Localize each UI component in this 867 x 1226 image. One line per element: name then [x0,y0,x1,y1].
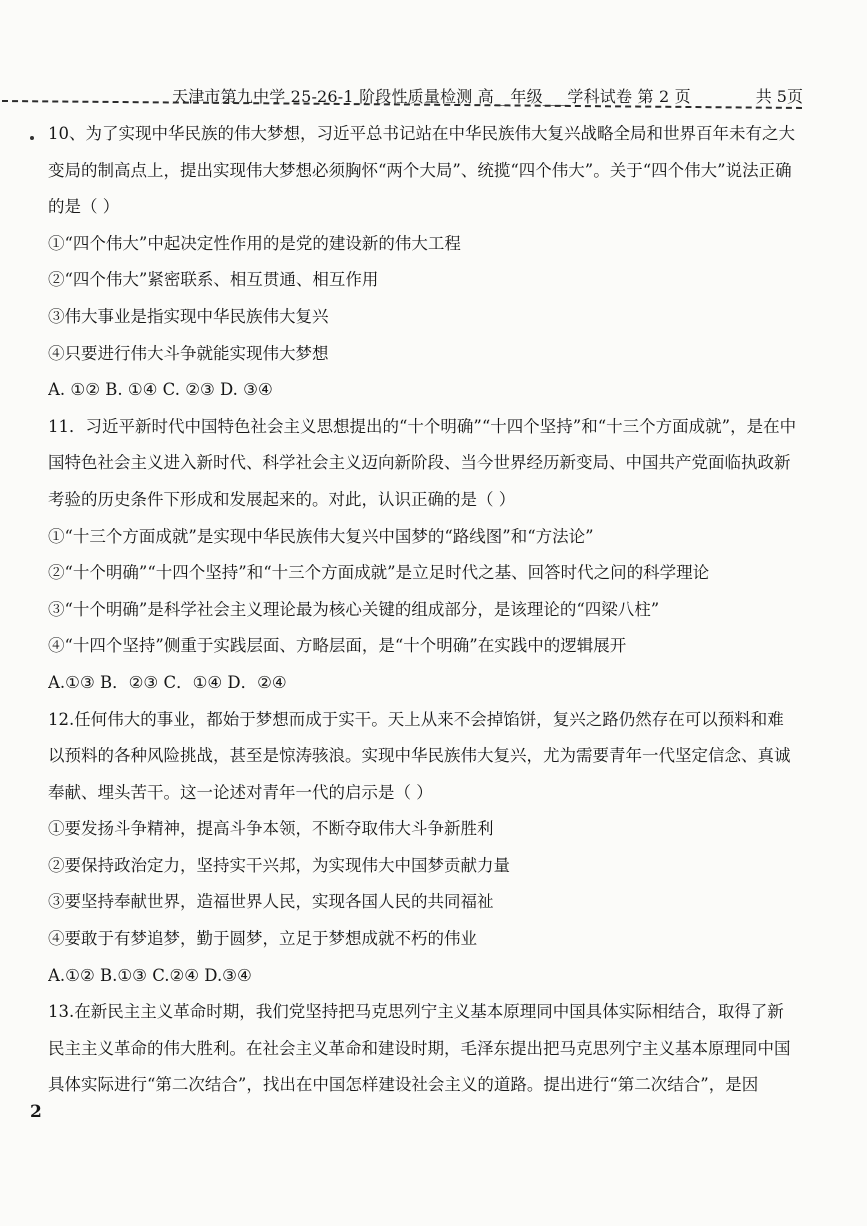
question-text-line: 变局的制高点上，提出实现伟大梦想必须胸怀“两个大局”、统揽“四个伟大”。关于“四个伟大”说法正确 [48,160,792,180]
statement-option: ②“十个明确”“十四个坚持”和“十三个方面成就”是立足时代之基、回答时代之问的科学理论 [48,563,710,583]
answer-choices: A. ①② B. ①④ C. ②③ D. ③④ [48,380,273,400]
page-header [0,80,867,120]
statement-option: ④“十四个坚持”侧重于实践层面、方略层面，是“十个明确”在实践中的逻辑展开 [48,636,627,656]
question-text-line: 13.在新民主主义革命时期，我们党坚持把马克思列宁主义基本原理同中国具体实际相结合，取得了新 [48,1002,784,1022]
page-number: 2 [30,1102,42,1122]
question-text-line: 具体实际进行“第二次结合”，找出在中国怎样建设社会主义的道路。提出进行“第二次结合”，是因 [48,1075,759,1095]
statement-option: ①“十三个方面成就”是实现中华民族伟大复兴中国梦的“路线图”和“方法论” [48,526,594,546]
answer-choices: A.①② B.①③ C.②④ D.③④ [48,965,252,985]
question-12 [48,702,808,995]
question-text-line: 奉献、埋头苦干。这一论述对青年一代的启示是（ ） [48,782,433,802]
questions-area [48,116,808,1104]
header-total-pages: 共 5页 [755,87,803,106]
statement-option: ②要保持政治定力，坚持实干兴邦，为实现伟大中国梦贡献力量 [48,855,510,875]
statement-option: ②“四个伟大”紧密联系、相互贯通、相互作用 [48,270,379,290]
question-text-line: 的是（ ） [48,197,120,217]
statement-option: ③“十个明确”是科学社会主义理论最为核心关键的组成部分，是该理论的“四梁八柱” [48,599,660,619]
scan-mark [30,136,34,140]
question-text-line: 考验的历史条件下形成和发展起来的。对此，认识正确的是（ ） [48,489,516,509]
question-text-line: 国特色社会主义进入新时代、科学社会主义迈向新阶段、当今世界经历新变局、中国共产党面临执政新 [48,453,791,473]
question-text-line: 10、为了实现中华民族的伟大梦想，习近平总书记站在中华民族伟大复兴战略全局和世界百年未有之大 [48,124,795,143]
statement-option: ④要敢于有梦追梦，勤于圆梦，立足于梦想成就不朽的伟业 [48,929,477,949]
answer-choices: A.①③ B．②③ C．①④ D．②④ [48,672,287,692]
statement-option: ③要坚持奉献世界，造福世界人民，实现各国人民的共同福祉 [48,892,494,912]
statement-option: ①要发扬斗争精神，提高斗争本领，不断夺取伟大斗争新胜利 [48,819,494,839]
question-13 [48,994,808,1104]
question-11 [48,409,808,702]
question-text-line: 以预料的各种风险挑战，甚至是惊涛骇浪。实现中华民族伟大复兴，尤为需要青年一代坚定信念、真诚 [48,746,791,766]
statement-option: ①“四个伟大”中起决定性作用的是党的建设新的伟大工程 [48,233,461,253]
question-text-line: 民主主义革命的伟大胜利。在社会主义革命和建设时期，毛泽东提出把马克思列宁主义基本原理同中国 [48,1038,791,1058]
statement-option: ④只要进行伟大斗争就能实现伟大梦想 [48,343,329,363]
question-10 [48,116,808,409]
header-title: 天津市第九中学 25-26-1 阶段性质量检测 高__年级___学科试卷 第 2 页 [172,87,691,106]
question-text-line: 11．习近平新时代中国特色社会主义思想提出的“十个明确”“十四个坚持”和“十三个方面成就”，是在中 [48,416,797,436]
statement-option: ③伟大事业是指实现中华民族伟大复兴 [48,306,329,326]
question-text-line: 12.任何伟大的事业，都始于梦想而成于实干。天上从来不会掉馅饼，复兴之路仍然存在可以预料和难 [48,709,784,729]
